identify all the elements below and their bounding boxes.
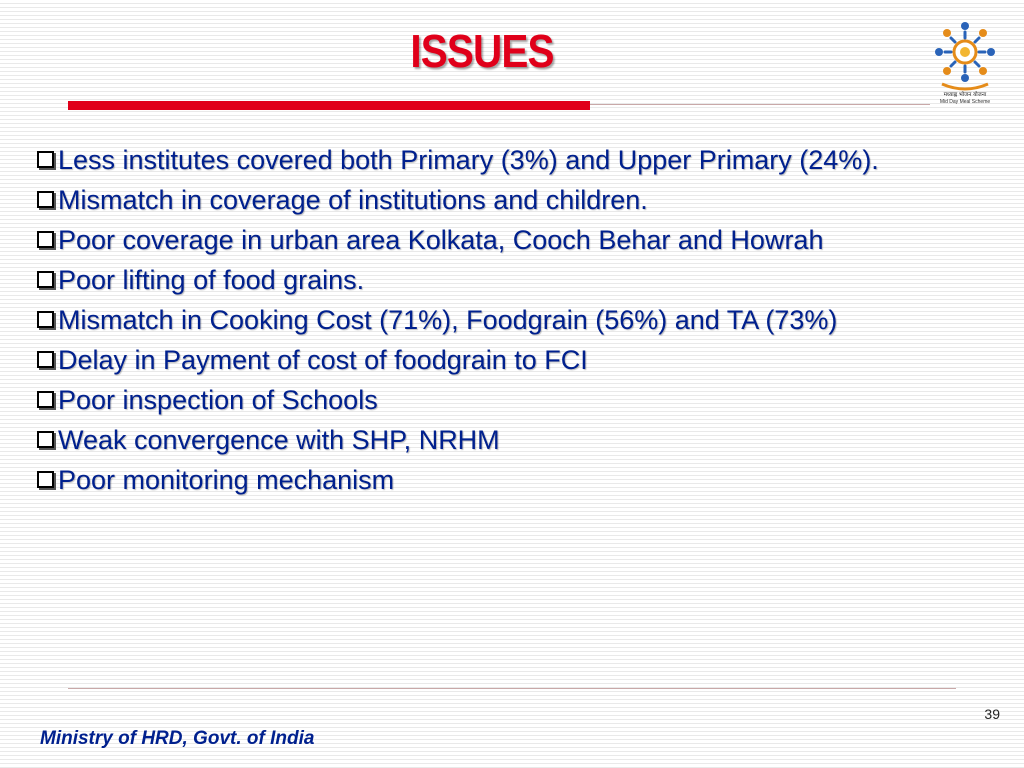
bullet-item [37,460,980,500]
logo-emblem-icon [935,22,995,89]
bullet-text: Less institutes covered both Primary (3%) and Upper Primary (24%). [58,145,879,175]
footer-divider [68,688,956,689]
bullet-item [37,420,980,460]
mid-day-meal-logo [928,16,1002,106]
bullet-text: Mismatch in Cooking Cost (71%), Foodgrain (56%) and TA (73%) [58,305,838,335]
bullet-item [37,380,980,420]
bullet-item [37,140,980,180]
checkbox-bullet-icon [37,431,54,448]
bullet-text: Weak convergence with SHP, NRHM [58,425,500,455]
checkbox-bullet-icon [37,151,54,168]
bullet-text: Poor coverage in urban area Kolkata, Cooch Behar and Howrah [58,225,824,255]
checkbox-bullet-icon [37,391,54,408]
bullet-text: Poor monitoring mechanism [58,465,395,495]
bullet-item [37,180,980,220]
checkbox-bullet-icon [37,231,54,248]
bullet-list [37,140,980,500]
bullet-text: Mismatch in coverage of institutions and children. [58,185,648,215]
checkbox-bullet-icon [37,271,54,288]
bullet-item [37,300,980,340]
checkbox-bullet-icon [37,191,54,208]
slide-title: ISSUES [410,25,554,77]
title-underline-thin [590,104,930,105]
bullet-item [37,220,980,260]
bullet-item [37,260,980,300]
page-number: 39 [984,706,1000,722]
footer-text: Ministry of HRD, Govt. of India [40,728,315,749]
checkbox-bullet-icon [37,471,54,488]
bullet-text: Poor inspection of Schools [58,385,378,415]
bullet-text: Delay in Payment of cost of foodgrain to FCI [58,345,588,375]
logo-hindi-text: मध्याह्न भोजन योजना [943,92,987,98]
bullet-item [37,340,980,380]
checkbox-bullet-icon [37,351,54,368]
title-underline-bar [68,101,590,110]
logo-english-text: Mid Day Meal Scheme [939,99,991,105]
bullet-text: Poor lifting of food grains. [58,265,365,295]
checkbox-bullet-icon [37,311,54,328]
